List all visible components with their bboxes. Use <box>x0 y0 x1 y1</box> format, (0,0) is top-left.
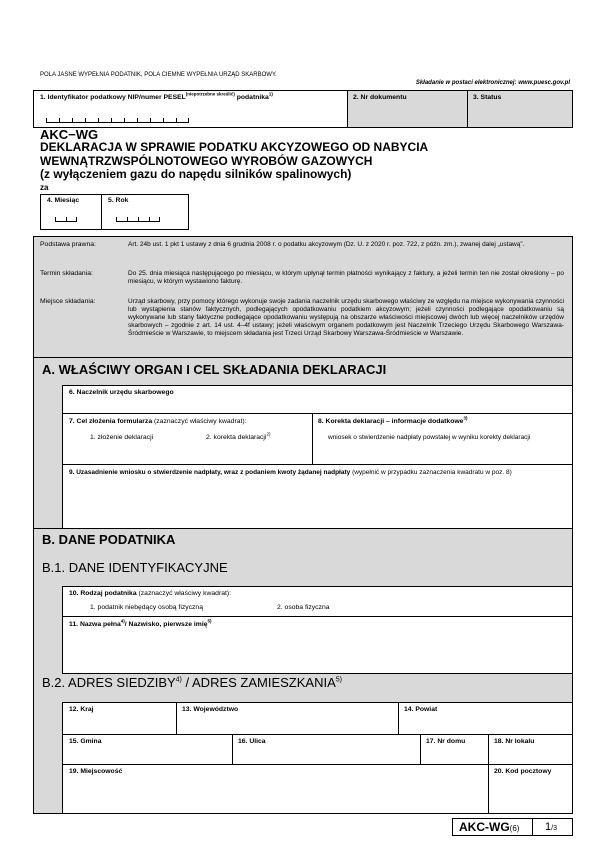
surname-label: / Nazwisko, pierwsze imię <box>124 621 208 628</box>
deadline-label: Termin składania: <box>40 270 93 277</box>
option-correction[interactable] <box>206 431 271 442</box>
year-field[interactable] <box>101 194 189 230</box>
section-a-title: A. WŁAŚCIWY ORGAN I CEL SKŁADANIA DEKLARACJI <box>42 362 387 377</box>
correction-info-label: 8. Korekta deklaracji – informacje dodatkowe <box>318 418 464 425</box>
page-total: /3 <box>551 825 557 832</box>
e-filing-note: Składanie w postaci elektronicznej: www.puesc.gov.pl <box>415 80 570 86</box>
overpayment-justification-field[interactable] <box>62 464 573 529</box>
option-submission[interactable]: 1. złożenie deklaracji <box>90 434 154 441</box>
taxpayer-id-note: 1) <box>268 91 273 97</box>
house-number-label: 17. Nr domu <box>426 738 466 745</box>
tax-office-field[interactable] <box>62 385 573 414</box>
fill-instruction: POLA JASNE WYPEŁNIA PODATNIK, POLA CIEMNE WYPEŁNIA URZĄD SKARBOWY. <box>40 72 277 78</box>
overpayment-request-option[interactable]: wniosek o stwierdzenie nadpłaty powstałej w wyniku korekty deklaracji <box>328 434 531 441</box>
section-b2-title <box>42 675 342 690</box>
county-label: 14. Powiat <box>404 706 438 713</box>
correction-info-note: 3) <box>463 415 468 421</box>
section-b2-note-b: 5) <box>335 676 342 684</box>
taxpayer-type-label: 10. Rodzaj podatnika <box>69 590 137 597</box>
form-purpose-hint: (zaznaczyć właściwy kwadrat): <box>154 418 247 425</box>
apartment-number-field[interactable] <box>488 734 573 765</box>
place-label: Miejsce składania: <box>40 298 96 305</box>
year-comb <box>116 215 160 222</box>
locality-label: 19. Miejscowość <box>69 768 123 775</box>
postal-code-field[interactable] <box>488 764 573 814</box>
municipality-field[interactable] <box>62 734 233 765</box>
status-field <box>467 90 573 128</box>
country-label: 12. Kraj <box>69 706 94 713</box>
place-text: Urząd skarbowy, przy pomocy którego wykonuje swoje zadania naczelnik urzędu skarbowego właściwy ze względu na miejsce wykonywania czynności lub wystąpienia stanów faktycznych, podlegających opodatkowaniu podatkiem akcyzowym; jeżeli czynności podlegające opodatkowaniu są wykonywane lub stany faktyczne podlegające opodatkowaniu występują na obszarze właściwości miejscowej dwóch lub więcej naczelników urzędów skarbowych – zgodnie z art. 14 ust. 4–4f ustawy; jeżeli właściwym organem podatkowym jest Naczelnik Trzeciego Urzędu Skarbowego Warszawa-Śródmieście w Warszawie, to miejscem składania jest Trzeci Urząd Skarbowy Warszawa-Śródmieście w Warszawie. <box>128 298 564 337</box>
month-label: 4. Miesiąc <box>47 197 80 204</box>
option-correction-label: 2. korekta deklaracji <box>206 434 267 441</box>
section-b2-title-a: B.2. ADRES SIEDZIBY <box>42 675 176 690</box>
footer-form-box <box>452 818 573 836</box>
taxpayer-id-suffix: podatnika <box>236 94 269 101</box>
option-correction-note: 2) <box>266 431 271 437</box>
footer-form-code <box>459 820 519 836</box>
document-number-label: 2. Nr dokumentu <box>353 94 407 101</box>
full-name-field[interactable] <box>62 616 573 674</box>
legal-basis-text: Art. 24b ust. 1 pkt 1 ustawy z dnia 6 grudnia 2008 r. o podatku akcyzowym (Dz. U. z 2020 r. poz. 722, z późn. zm.), zwanej dalej „ustawą”. <box>128 241 525 248</box>
tax-office-label: 6. Naczelnik urzędu skarbowego <box>69 389 174 396</box>
footer-form-version: (6) <box>509 824 520 833</box>
overpayment-justification-hint: (wypełnić w przypadku zaznaczenia kwadratu w poz. 8) <box>352 469 512 476</box>
taxpayer-type-field[interactable] <box>62 586 573 617</box>
taxpayer-type-hint: (zaznaczyć właściwy kwadrat): <box>138 590 232 597</box>
house-number-field[interactable] <box>420 734 489 765</box>
municipality-label: 15. Gmina <box>69 738 102 745</box>
option-non-natural-person[interactable]: 1. podatnik niebędący osobą fizyczną <box>90 604 203 611</box>
page-number: 1 <box>545 821 552 833</box>
apartment-number-label: 18. Nr lokalu <box>494 738 535 745</box>
declaration-title-line1: DEKLARACJA W SPRAWIE PODATKU AKCYZOWEGO OD NABYCIA <box>40 140 429 154</box>
footer-divider <box>532 819 533 836</box>
locality-field[interactable] <box>62 764 489 814</box>
form-purpose-label: 7. Cel złożenia formularza <box>69 418 153 425</box>
declaration-title-line2: WEWNĄTRZWSPÓLNOTOWEGO WYROBÓW GAZOWYCH <box>40 153 373 168</box>
section-b1-title: B.1. DANE IDENTYFIKACYJNE <box>42 560 228 575</box>
section-b-title: B. DANE PODATNIKA <box>42 532 176 547</box>
surname-note: 5) <box>207 618 212 624</box>
declaration-title <box>40 141 428 182</box>
document-number-field <box>347 90 468 128</box>
overpayment-justification-label: 9. Uzasadnienie wniosku o stwierdzenie nadpłaty, wraz z podaniem kwoty żądanej nadpłaty <box>69 469 351 476</box>
deadline-text: Do 25. dnia miesiąca następującego po miesiącu, w którym upłynął termin płatności wynikający z faktury, a jeżeli termin ten nie został określony – po miesiącu, w którym wystawiono fakturę. <box>128 270 564 285</box>
voivodeship-field[interactable] <box>176 702 399 735</box>
option-natural-person[interactable]: 2. osoba fizyczna <box>277 604 330 611</box>
year-label: 5. Rok <box>108 197 129 204</box>
footer-form-code-text: AKC-WG <box>459 820 510 834</box>
taxpayer-id-field[interactable] <box>33 90 348 128</box>
month-comb <box>55 215 77 222</box>
country-field[interactable] <box>62 702 177 735</box>
county-field[interactable] <box>398 702 573 735</box>
street-label: 16. Ulica <box>238 738 266 745</box>
za-label: za <box>40 183 49 192</box>
street-field[interactable] <box>232 734 421 765</box>
full-name-label: 11. Nazwa pełna <box>69 621 121 628</box>
section-b2-note-a: 4) <box>175 676 182 684</box>
correction-info-field[interactable] <box>312 413 573 465</box>
taxpayer-id-sup: (niepotrzebne skreślić) <box>185 91 235 97</box>
info-block <box>33 236 573 358</box>
taxpayer-id-label: 1. Identyfikator podatkowy NIP/numer PESEL <box>40 94 186 101</box>
form-purpose-field[interactable] <box>62 413 313 465</box>
voivodeship-label: 13. Województwo <box>182 706 239 713</box>
legal-basis-label: Podstawa prawna: <box>40 241 96 248</box>
month-field[interactable] <box>40 194 102 230</box>
declaration-title-line3: (z wyłączeniem gazu do napędu silników spalinowych) <box>40 167 352 181</box>
postal-code-label: 20. Kod pocztowy <box>494 768 552 775</box>
form-code-title: AKC−WG <box>40 127 99 142</box>
page-indicator <box>545 820 557 836</box>
section-b2-title-b: / ADRES ZAMIESZKANIA <box>181 675 336 690</box>
full-name-note: 4) <box>120 618 125 624</box>
status-label: 3. Status <box>473 94 502 101</box>
taxpayer-id-comb <box>46 116 189 123</box>
